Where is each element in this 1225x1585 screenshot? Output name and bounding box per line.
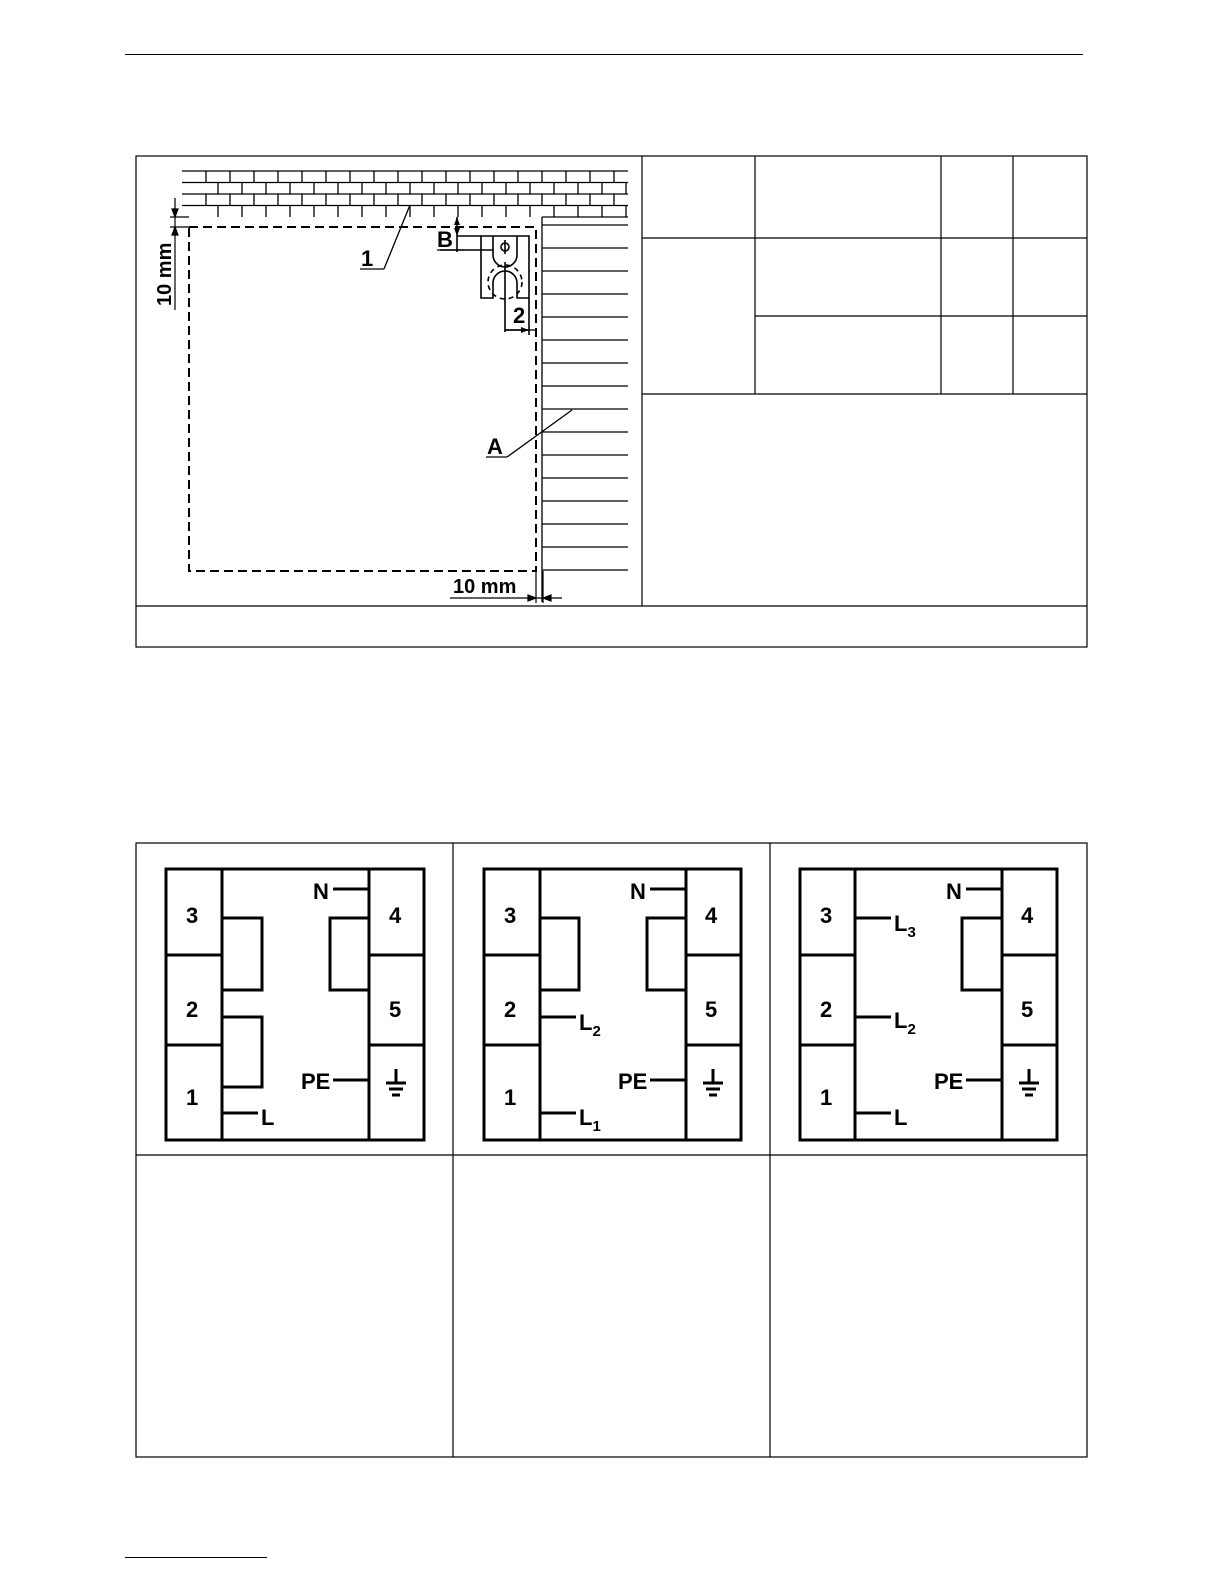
label-l3-base: L bbox=[894, 911, 908, 936]
terminal-2: 2 bbox=[186, 997, 199, 1022]
wiring-table bbox=[136, 843, 1087, 1457]
label-l2-sub: 2 bbox=[907, 1021, 916, 1038]
callout-b: B bbox=[437, 227, 453, 252]
label-n: N bbox=[946, 879, 962, 904]
label-l1-base: L bbox=[579, 1105, 593, 1130]
wiring-diagram-3 bbox=[800, 869, 1057, 1140]
label-n: N bbox=[630, 879, 646, 904]
label-pe: PE bbox=[934, 1069, 964, 1094]
label-l bbox=[894, 1105, 907, 1130]
label-l1 bbox=[579, 1105, 601, 1135]
label-l-base: L bbox=[894, 1105, 908, 1130]
dimension-bottom-label: 10 mm bbox=[453, 576, 517, 598]
wiring-diagram-1 bbox=[166, 869, 424, 1140]
terminal-1: 1 bbox=[820, 1085, 833, 1110]
terminal-5: 5 bbox=[389, 997, 402, 1022]
terminal-3: 3 bbox=[186, 903, 199, 928]
terminal-1: 1 bbox=[504, 1085, 517, 1110]
label-l1-sub: 1 bbox=[592, 1118, 601, 1135]
label-pe: PE bbox=[301, 1069, 331, 1094]
terminal-4: 4 bbox=[1021, 903, 1034, 928]
callout-2: 2 bbox=[513, 303, 526, 328]
terminal-1: 1 bbox=[186, 1085, 199, 1110]
label-l2-base: L bbox=[579, 1010, 593, 1035]
label-l2 bbox=[894, 1008, 916, 1038]
label-l2 bbox=[579, 1010, 601, 1040]
label-l2-base: L bbox=[894, 1008, 908, 1033]
label-l2-sub: 2 bbox=[592, 1023, 601, 1040]
dimension-top-label: 10 mm bbox=[154, 242, 176, 306]
terminal-5: 5 bbox=[1021, 997, 1034, 1022]
terminal-2: 2 bbox=[504, 997, 517, 1022]
wiring-diagram-2 bbox=[484, 869, 741, 1140]
label-l: L bbox=[261, 1105, 275, 1130]
terminal-5: 5 bbox=[705, 997, 718, 1022]
callout-1: 1 bbox=[361, 246, 374, 271]
terminal-3: 3 bbox=[820, 903, 833, 928]
label-l3 bbox=[894, 911, 916, 941]
terminal-4: 4 bbox=[705, 903, 718, 928]
label-pe: PE bbox=[618, 1069, 648, 1094]
label-l3-sub: 3 bbox=[907, 924, 916, 941]
footnote-rule bbox=[125, 1557, 267, 1558]
terminal-4: 4 bbox=[389, 903, 402, 928]
terminal-2: 2 bbox=[820, 997, 833, 1022]
label-n: N bbox=[313, 879, 329, 904]
callout-a: A bbox=[487, 434, 503, 459]
terminal-3: 3 bbox=[504, 903, 517, 928]
